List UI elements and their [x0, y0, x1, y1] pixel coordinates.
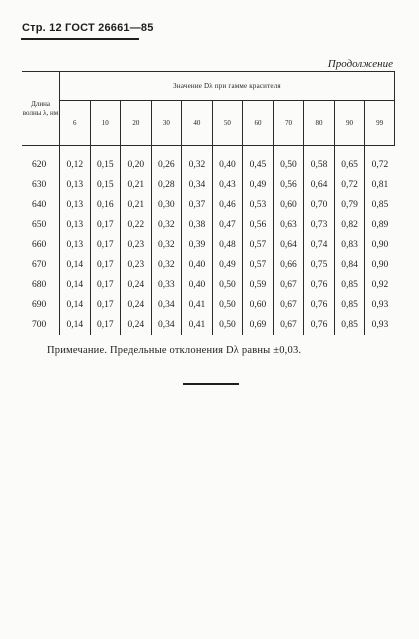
- value-cell: 0,46: [212, 195, 243, 215]
- value-cell: 0,89: [365, 215, 395, 235]
- value-cell: 0,17: [90, 255, 121, 275]
- value-cell: 0,83: [334, 235, 365, 255]
- value-cell: 0,13: [60, 215, 91, 235]
- value-cell: 0,13: [60, 175, 91, 195]
- page-header: Стр. 12 ГОСТ 26661—85: [22, 22, 154, 34]
- value-cell: 0,21: [121, 195, 152, 215]
- table-row: [22, 215, 395, 235]
- shade-header: 99: [365, 101, 395, 146]
- value-cell: 0,39: [182, 235, 213, 255]
- table-row: [22, 275, 395, 295]
- shade-header: 10: [90, 101, 121, 146]
- value-cell: 0,40: [182, 255, 213, 275]
- value-cell: 0,15: [90, 146, 121, 176]
- value-cell: 0,74: [304, 235, 335, 255]
- value-cell: 0,59: [243, 275, 274, 295]
- value-cell: 0,93: [365, 295, 395, 315]
- value-cell: 0,64: [273, 235, 304, 255]
- table-row: [22, 175, 395, 195]
- value-cell: 0,20: [121, 146, 152, 176]
- value-cell: 0,79: [334, 195, 365, 215]
- shade-header: 20: [121, 101, 152, 146]
- value-cell: 0,67: [273, 315, 304, 335]
- value-cell: 0,90: [365, 235, 395, 255]
- table-row: [22, 315, 395, 335]
- value-cell: 0,49: [243, 175, 274, 195]
- value-cell: 0,32: [151, 215, 182, 235]
- value-cell: 0,58: [304, 146, 335, 176]
- wavelength-cell: 670: [32, 260, 47, 270]
- value-cell: 0,53: [243, 195, 274, 215]
- shade-header-row: [22, 101, 395, 146]
- value-cell: 0,43: [212, 175, 243, 195]
- header-rule: [21, 38, 139, 40]
- table-row: [22, 235, 395, 255]
- wavelength-cell: 690: [32, 300, 47, 310]
- value-cell: 0,50: [212, 315, 243, 335]
- value-cell: 0,34: [151, 315, 182, 335]
- value-cell: 0,76: [304, 275, 335, 295]
- value-cell: 0,56: [273, 175, 304, 195]
- value-cell: 0,50: [212, 295, 243, 315]
- value-cell: 0,40: [212, 146, 243, 176]
- value-cell: 0,57: [243, 255, 274, 275]
- value-cell: 0,69: [243, 315, 274, 335]
- value-cell: 0,70: [304, 195, 335, 215]
- wavelength-cell: 680: [32, 280, 47, 290]
- value-cell: 0,90: [365, 255, 395, 275]
- wavelength-cell: 620: [32, 160, 47, 170]
- value-cell: 0,75: [304, 255, 335, 275]
- value-cell: 0,24: [121, 275, 152, 295]
- value-cell: 0,32: [182, 146, 213, 176]
- density-group-header: Значение Dλ при гамме красителя: [60, 72, 395, 101]
- value-cell: 0,48: [212, 235, 243, 255]
- value-cell: 0,13: [60, 235, 91, 255]
- value-cell: 0,34: [182, 175, 213, 195]
- value-cell: 0,37: [182, 195, 213, 215]
- value-cell: 0,60: [273, 195, 304, 215]
- value-cell: 0,72: [334, 175, 365, 195]
- wavelength-cell: 640: [32, 200, 47, 210]
- value-cell: 0,67: [273, 275, 304, 295]
- shade-header: 50: [212, 101, 243, 146]
- table-row: [22, 146, 395, 176]
- shade-header: 30: [151, 101, 182, 146]
- value-cell: 0,73: [304, 215, 335, 235]
- wavelength-cell: 700: [32, 320, 47, 330]
- table-row: [22, 195, 395, 215]
- shade-header: 60: [243, 101, 274, 146]
- wavelength-cell: 650: [32, 220, 47, 230]
- table-row: [22, 255, 395, 275]
- value-cell: 0,41: [182, 295, 213, 315]
- value-cell: 0,24: [121, 295, 152, 315]
- value-cell: 0,92: [365, 275, 395, 295]
- value-cell: 0,57: [243, 235, 274, 255]
- value-cell: 0,26: [151, 146, 182, 176]
- value-cell: 0,49: [212, 255, 243, 275]
- value-cell: 0,85: [334, 315, 365, 335]
- continuation-label: Продолжение: [327, 58, 393, 70]
- value-cell: 0,41: [182, 315, 213, 335]
- end-rule: [183, 383, 239, 385]
- value-cell: 0,66: [273, 255, 304, 275]
- value-cell: 0,84: [334, 255, 365, 275]
- value-cell: 0,81: [365, 175, 395, 195]
- value-cell: 0,21: [121, 175, 152, 195]
- value-cell: 0,60: [243, 295, 274, 315]
- optical-density-table: [22, 71, 395, 335]
- value-cell: 0,63: [273, 215, 304, 235]
- value-cell: 0,22: [121, 215, 152, 235]
- value-cell: 0,16: [90, 195, 121, 215]
- value-cell: 0,47: [212, 215, 243, 235]
- value-cell: 0,24: [121, 315, 152, 335]
- value-cell: 0,38: [182, 215, 213, 235]
- value-cell: 0,72: [365, 146, 395, 176]
- wavelength-column-header: Длина волны λ, нм: [22, 72, 60, 146]
- value-cell: 0,17: [90, 235, 121, 255]
- value-cell: 0,85: [334, 275, 365, 295]
- value-cell: 0,32: [151, 235, 182, 255]
- shade-header: 70: [273, 101, 304, 146]
- value-cell: 0,14: [60, 275, 91, 295]
- value-cell: 0,65: [334, 146, 365, 176]
- value-cell: 0,76: [304, 295, 335, 315]
- shade-header: 80: [304, 101, 335, 146]
- value-cell: 0,85: [334, 295, 365, 315]
- value-cell: 0,14: [60, 295, 91, 315]
- value-cell: 0,12: [60, 146, 91, 176]
- table-row: [22, 295, 395, 315]
- value-cell: 0,23: [121, 255, 152, 275]
- value-cell: 0,76: [304, 315, 335, 335]
- value-cell: 0,56: [243, 215, 274, 235]
- shade-header: 90: [334, 101, 365, 146]
- value-cell: 0,28: [151, 175, 182, 195]
- value-cell: 0,23: [121, 235, 152, 255]
- value-cell: 0,30: [151, 195, 182, 215]
- value-cell: 0,32: [151, 255, 182, 275]
- shade-header: 40: [182, 101, 213, 146]
- note: Примечание. Предельные отклонения Dλ равны ±0,03.: [47, 345, 302, 356]
- value-cell: 0,17: [90, 215, 121, 235]
- value-cell: 0,85: [365, 195, 395, 215]
- value-cell: 0,34: [151, 295, 182, 315]
- value-cell: 0,64: [304, 175, 335, 195]
- value-cell: 0,50: [212, 275, 243, 295]
- value-cell: 0,17: [90, 315, 121, 335]
- value-cell: 0,67: [273, 295, 304, 315]
- value-cell: 0,40: [182, 275, 213, 295]
- value-cell: 0,15: [90, 175, 121, 195]
- shade-header: 6: [60, 101, 91, 146]
- value-cell: 0,13: [60, 195, 91, 215]
- wavelength-cell: 660: [32, 240, 47, 250]
- value-cell: 0,33: [151, 275, 182, 295]
- value-cell: 0,14: [60, 255, 91, 275]
- value-cell: 0,82: [334, 215, 365, 235]
- value-cell: 0,14: [60, 315, 91, 335]
- value-cell: 0,45: [243, 146, 274, 176]
- value-cell: 0,17: [90, 275, 121, 295]
- wavelength-cell: 630: [32, 180, 47, 190]
- value-cell: 0,17: [90, 295, 121, 315]
- value-cell: 0,93: [365, 315, 395, 335]
- value-cell: 0,50: [273, 146, 304, 176]
- table-body: [22, 146, 395, 336]
